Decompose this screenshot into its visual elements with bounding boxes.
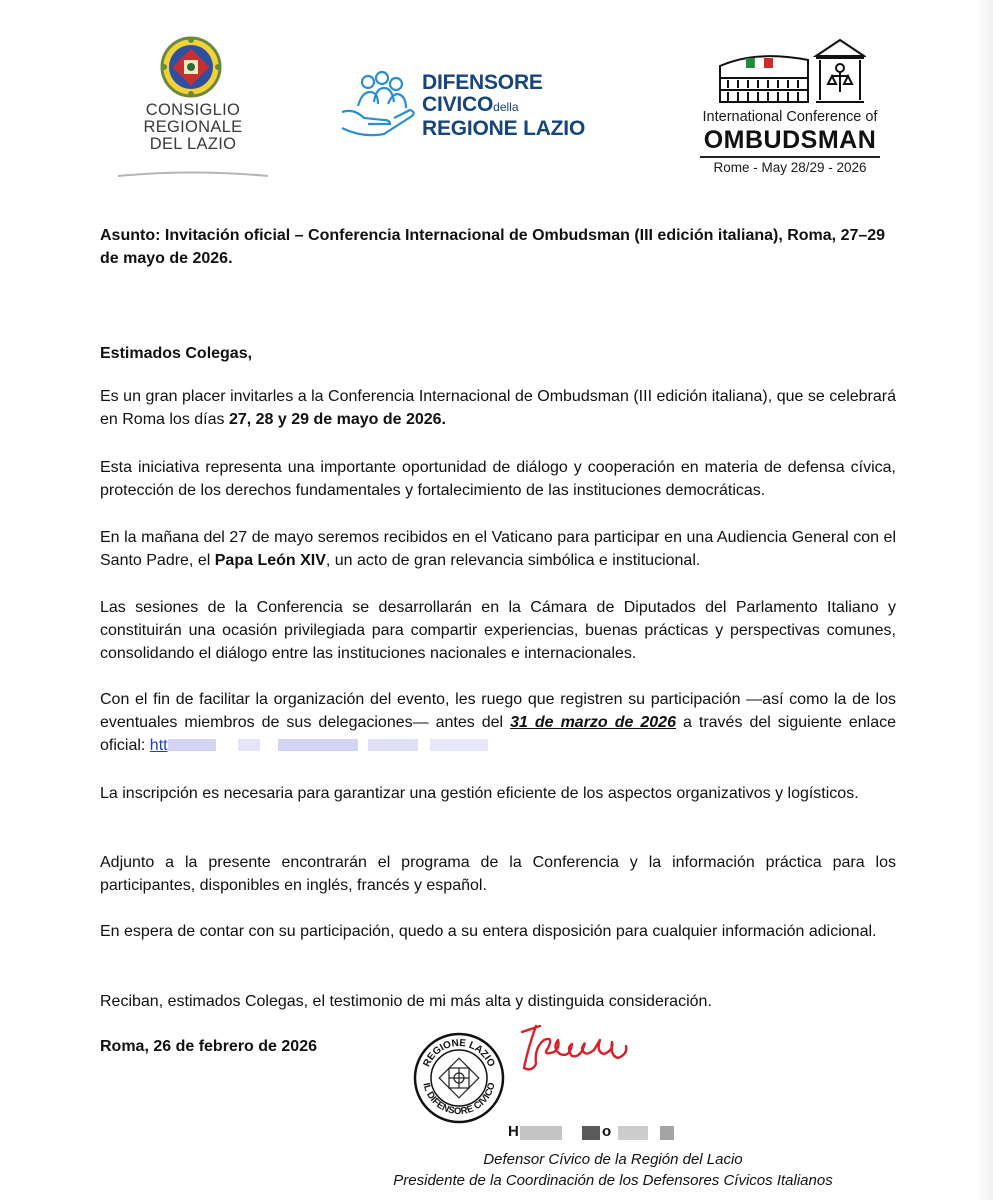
paragraph-availability: En espera de contar con su participación, quedo a su entera disposición para cualquier información adicional. <box>100 923 877 940</box>
registration-deadline: 31 de marzo de 2026 <box>510 714 676 731</box>
consiglio-regionale-crest-icon <box>160 36 222 98</box>
signer-title-2: Presidente de la Coordinación de los Defensores Cívicos Italianos <box>393 1172 833 1189</box>
difensore-della: della <box>493 100 519 114</box>
difensore-line-3: REGIONE LAZIO <box>422 117 586 140</box>
paragraph-registration <box>100 688 896 757</box>
difensore-line-2: CIVICO <box>422 93 494 116</box>
p1-text: Es un gran placer invitarles a la Conferencia Internacional de Ombudsman (III edición italiana), que se celebrará en Roma los días <box>100 388 896 428</box>
p1-dates: 27, 28 y 29 de mayo de 2026. <box>228 411 446 428</box>
colosseum-icon <box>716 36 866 106</box>
signer-name-redacted <box>508 1123 678 1142</box>
name-visible-2: o <box>602 1123 612 1140</box>
svg-text:REGIONE LAZIO: REGIONE LAZIO <box>421 1037 497 1069</box>
conference-line-2: OMBUDSMAN <box>703 126 877 154</box>
subject-line: Asunto: Invitación oficial – Conferencia Internacional de Ombudsman (III edición italiana), Roma, 27–29 de mayo de 2026. <box>100 227 886 267</box>
conference-logo <box>690 36 890 181</box>
consiglio-line-3: DEL LAZIO <box>149 135 237 153</box>
paragraph-sessions: Las sesiones de la Conferencia se desarrollarán en la Cámara de Diputados del Parlamento Italiano y constituirán una ocasión privilegiada para compartir experiencias, buenas prácticas y perspectivas comunes, consolidando el diálogo entre las instituciones nacionales e internacionales. <box>100 599 896 662</box>
letter-date: Roma, 26 de febrero de 2026 <box>100 1038 317 1055</box>
registration-link-redacted <box>168 736 488 752</box>
difensore-line-1: DIFENSORE <box>422 71 543 94</box>
conference-line-3: Rome - May 28/29 - 2026 <box>713 160 867 175</box>
handwritten-signature <box>514 1018 644 1078</box>
paragraph-invitation <box>100 385 896 431</box>
registration-link[interactable]: htt <box>149 737 168 754</box>
paragraph-initiative: Esta iniciativa representa una importante oportunidad de diálogo y cooperación en materia de defensa cívica, protección de los derechos fundamentales y fortalecimiento de las instituciones democráticas. <box>100 459 896 499</box>
paragraph-closing: Reciban, estimados Colegas, el testimonio de mi más alta y distinguida consideración. <box>100 993 712 1010</box>
p3-text-c: , un acto de gran relevancia simbólica e institucional. <box>325 552 701 569</box>
svg-text:IL DIFENSORE CIVICO: IL DIFENSORE CIVICO <box>420 1081 498 1118</box>
conference-rule <box>700 156 880 158</box>
conference-line-1: International Conference of <box>702 109 878 125</box>
consiglio-line-2: REGIONALE <box>143 118 243 136</box>
paragraph-inscription: La inscripción es necesaria para garantizar una gestión eficiente de los aspectos organizativos y logísticos. <box>100 785 859 802</box>
temple-scales-icon <box>816 40 864 102</box>
signer-title-1: Defensor Cívico de la Región del Lacio <box>483 1151 743 1168</box>
difensore-hand-people-icon <box>338 68 420 140</box>
p3-text-a: En la mañana del 27 de mayo seremos recibidos en el Vaticano para participar en una Audiencia General con el Santo Padre, el <box>100 529 896 569</box>
page-edge-shadow <box>975 0 993 1200</box>
consiglio-line-1: CONSIGLIO <box>145 101 241 119</box>
difensore-civico-logo <box>338 68 613 148</box>
p3-pope: Papa León XIV <box>214 552 326 569</box>
p5-text-b: a través del siguiente enlace oficial: <box>100 714 896 754</box>
paragraph-attachments: Adjunto a la presente encontrarán el programa de la Conferencia y la información práctica para los participantes, disponibles en inglés, francés y español. <box>100 854 896 894</box>
consiglio-regionale-logo <box>118 36 268 186</box>
salutation: Estimados Colegas, <box>100 345 253 362</box>
official-seal-icon <box>413 1032 505 1124</box>
consiglio-swoosh-icon <box>118 171 268 177</box>
paragraph-vatican <box>100 526 896 572</box>
name-visible-1: H <box>508 1123 519 1140</box>
p5-text-a: Con el fin de facilitar la organización del evento, les ruego que registren su participación —así como la de los eventuales miembros de sus delegaciones— antes del <box>100 691 896 731</box>
